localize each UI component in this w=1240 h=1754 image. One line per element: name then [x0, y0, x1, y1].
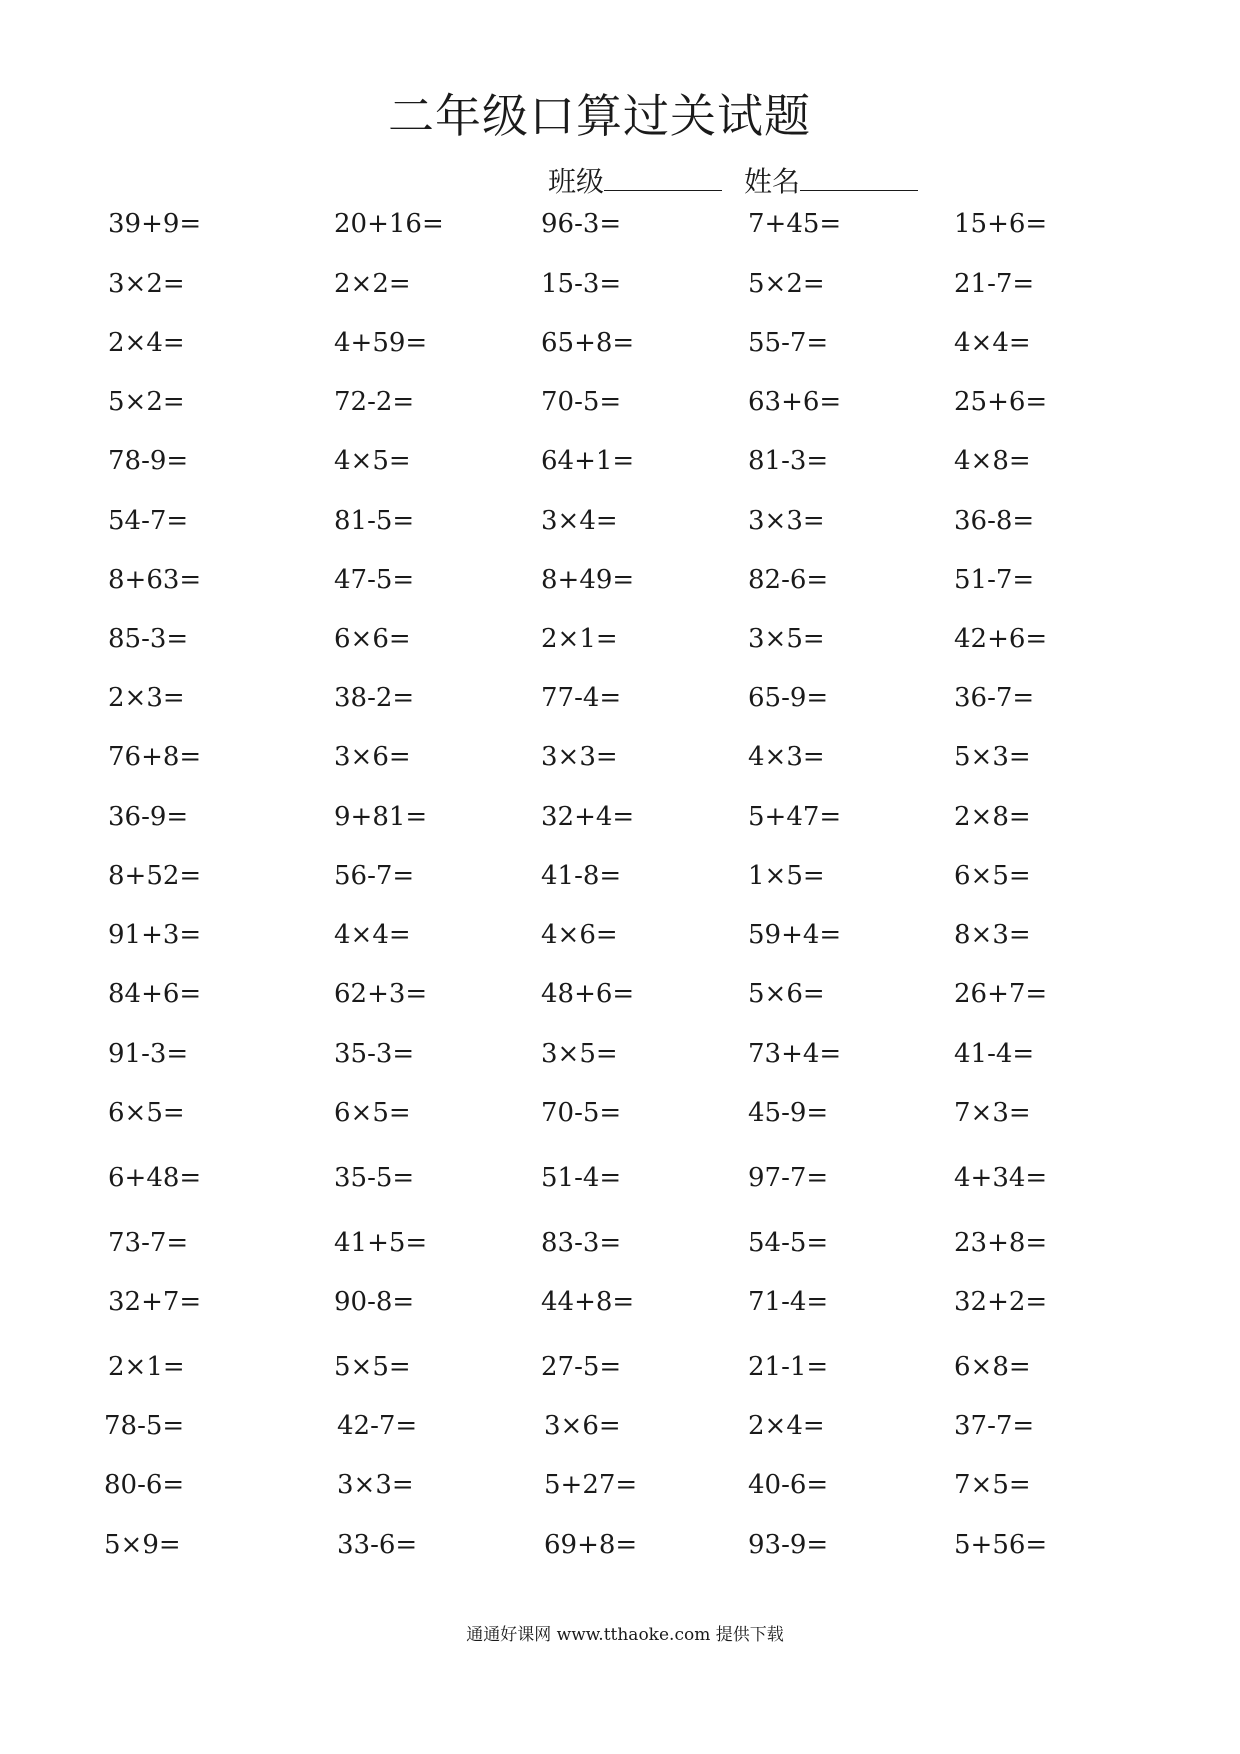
problem-item: 70-5=: [541, 387, 622, 417]
problem-item: 4×4=: [954, 328, 1031, 358]
problem-item: 81-3=: [748, 446, 829, 476]
problem-item: 7×3=: [954, 1098, 1031, 1128]
problem-item: 82-6=: [748, 565, 829, 595]
problem-item: 72-2=: [334, 387, 415, 417]
problem-item: 40-6=: [748, 1470, 829, 1500]
problem-item: 4×4=: [334, 920, 411, 950]
problem-item: 5×6=: [748, 979, 825, 1009]
problem-item: 8+49=: [541, 565, 635, 595]
problem-item: 5×5=: [334, 1352, 411, 1382]
problem-item: 7+45=: [748, 209, 842, 239]
problem-item: 6×5=: [954, 861, 1031, 891]
problem-item: 93-9=: [748, 1530, 829, 1560]
problem-item: 6+48=: [108, 1163, 202, 1193]
problem-item: 3×6=: [334, 742, 411, 772]
problem-item: 41-8=: [541, 861, 622, 891]
problem-item: 59+4=: [748, 920, 842, 950]
problem-item: 2×2=: [334, 269, 411, 299]
problem-item: 35-3=: [334, 1039, 415, 1069]
problem-item: 4×3=: [748, 742, 825, 772]
problem-item: 1×5=: [748, 861, 825, 891]
problem-item: 64+1=: [541, 446, 635, 476]
problem-item: 76+8=: [108, 742, 202, 772]
problem-item: 4×8=: [954, 446, 1031, 476]
problem-item: 6×8=: [954, 1352, 1031, 1382]
problem-item: 45-9=: [748, 1098, 829, 1128]
problem-item: 3×6=: [544, 1411, 621, 1441]
problem-item: 78-5=: [104, 1411, 185, 1441]
page-title: 二年级口算过关试题: [388, 89, 811, 143]
problem-item: 65+8=: [541, 328, 635, 358]
problem-item: 36-9=: [108, 802, 189, 832]
problem-item: 2×8=: [954, 802, 1031, 832]
class-label: 班级: [548, 165, 605, 198]
problem-item: 55-7=: [748, 328, 829, 358]
problem-item: 4×5=: [334, 446, 411, 476]
problem-item: 83-3=: [541, 1228, 622, 1258]
problem-item: 2×1=: [108, 1352, 185, 1382]
problem-item: 85-3=: [108, 624, 189, 654]
problem-item: 2×1=: [541, 624, 618, 654]
problem-item: 78-9=: [108, 446, 189, 476]
problem-item: 2×4=: [748, 1411, 825, 1441]
problem-item: 42+6=: [954, 624, 1048, 654]
problem-item: 15-3=: [541, 269, 622, 299]
problem-item: 4×6=: [541, 920, 618, 950]
footer-credit: 通通好课网 www.tthaoke.com 提供下载: [466, 1625, 784, 1645]
problem-item: 41+5=: [334, 1228, 428, 1258]
problem-item: 3×5=: [748, 624, 825, 654]
problem-item: 97-7=: [748, 1163, 829, 1193]
problem-item: 5+56=: [954, 1530, 1048, 1560]
problem-item: 8+63=: [108, 565, 202, 595]
problem-item: 80-6=: [104, 1470, 185, 1500]
problem-item: 48+6=: [541, 979, 635, 1009]
problem-item: 91-3=: [108, 1039, 189, 1069]
problem-item: 5×3=: [954, 742, 1031, 772]
problem-item: 56-7=: [334, 861, 415, 891]
problem-item: 3×5=: [541, 1039, 618, 1069]
problem-item: 42-7=: [337, 1411, 418, 1441]
problem-item: 5×2=: [108, 387, 185, 417]
problem-item: 65-9=: [748, 683, 829, 713]
problem-item: 6×6=: [334, 624, 411, 654]
problem-item: 5×9=: [104, 1530, 181, 1560]
problem-item: 21-7=: [954, 269, 1035, 299]
problem-item: 32+7=: [108, 1287, 202, 1317]
problem-item: 44+8=: [541, 1287, 635, 1317]
problem-item: 26+7=: [954, 979, 1048, 1009]
problem-item: 8+52=: [108, 861, 202, 891]
problem-item: 36-8=: [954, 506, 1035, 536]
problem-item: 35-5=: [334, 1163, 415, 1193]
problem-item: 81-5=: [334, 506, 415, 536]
problem-item: 32+4=: [541, 802, 635, 832]
problem-item: 54-7=: [108, 506, 189, 536]
problem-item: 5+27=: [544, 1470, 638, 1500]
problem-item: 36-7=: [954, 683, 1035, 713]
problem-item: 71-4=: [748, 1287, 829, 1317]
problem-item: 84+6=: [108, 979, 202, 1009]
problem-item: 73-7=: [108, 1228, 189, 1258]
problem-item: 96-3=: [541, 209, 622, 239]
problem-item: 8×3=: [954, 920, 1031, 950]
problem-item: 54-5=: [748, 1228, 829, 1258]
problem-item: 63+6=: [748, 387, 842, 417]
problem-item: 21-1=: [748, 1352, 829, 1382]
problem-item: 6×5=: [334, 1098, 411, 1128]
problem-item: 70-5=: [541, 1098, 622, 1128]
problem-item: 41-4=: [954, 1039, 1035, 1069]
problem-item: 51-4=: [541, 1163, 622, 1193]
problem-item: 3×3=: [337, 1470, 414, 1500]
problem-item: 3×3=: [541, 742, 618, 772]
problem-item: 4+59=: [334, 328, 428, 358]
problem-item: 25+6=: [954, 387, 1048, 417]
problem-item: 38-2=: [334, 683, 415, 713]
problem-item: 9+81=: [334, 802, 428, 832]
problem-item: 6×5=: [108, 1098, 185, 1128]
problem-item: 33-6=: [337, 1530, 418, 1560]
problem-item: 2×4=: [108, 328, 185, 358]
problem-item: 47-5=: [334, 565, 415, 595]
problem-item: 5+47=: [748, 802, 842, 832]
problem-item: 39+9=: [108, 209, 202, 239]
problem-item: 15+6=: [954, 209, 1048, 239]
problem-item: 27-5=: [541, 1352, 622, 1382]
problem-item: 20+16=: [334, 209, 444, 239]
problem-item: 2×3=: [108, 683, 185, 713]
problem-item: 7×5=: [954, 1470, 1031, 1500]
problem-item: 51-7=: [954, 565, 1035, 595]
problem-item: 73+4=: [748, 1039, 842, 1069]
problem-item: 91+3=: [108, 920, 202, 950]
problem-item: 5×2=: [748, 269, 825, 299]
problem-item: 32+2=: [954, 1287, 1048, 1317]
problem-item: 69+8=: [544, 1530, 638, 1560]
problem-item: 37-7=: [954, 1411, 1035, 1441]
problem-item: 90-8=: [334, 1287, 415, 1317]
problem-item: 23+8=: [954, 1228, 1048, 1258]
problem-item: 3×2=: [108, 269, 185, 299]
name-label: 姓名: [744, 165, 801, 198]
problem-item: 62+3=: [334, 979, 428, 1009]
problem-item: 3×3=: [748, 506, 825, 536]
problem-item: 4+34=: [954, 1163, 1048, 1193]
problem-item: 3×4=: [541, 506, 618, 536]
problem-item: 77-4=: [541, 683, 622, 713]
